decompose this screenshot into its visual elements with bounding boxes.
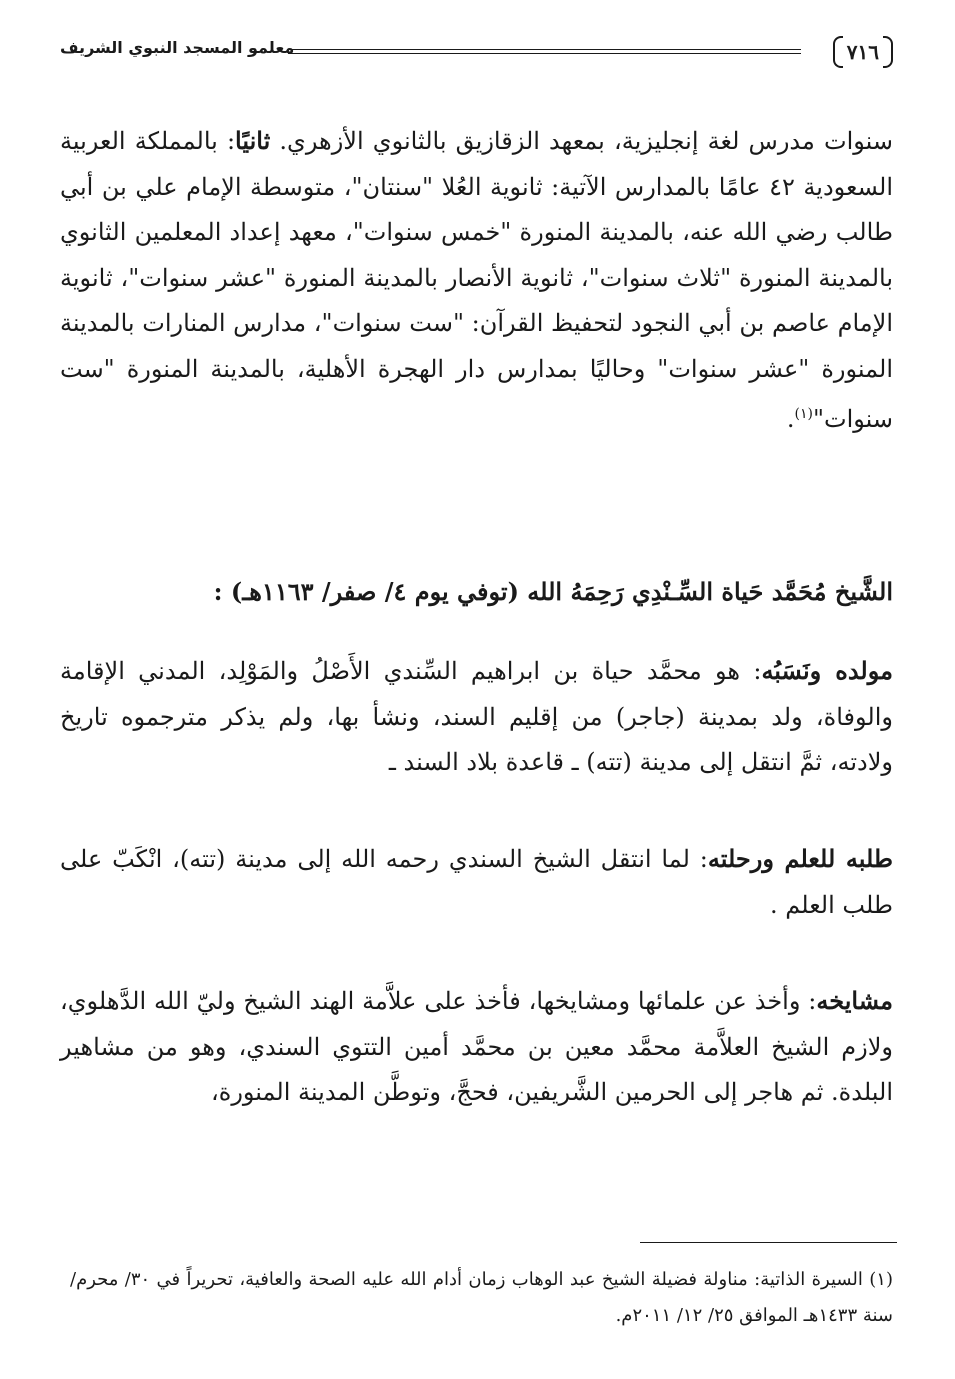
paragraph-career: [60, 118, 893, 443]
footnote-separator: [640, 1242, 897, 1243]
paragraph-birth: [60, 648, 893, 786]
running-title: معلمو المسجد النبوي الشريف: [60, 38, 295, 57]
paragraph-study: [60, 836, 893, 928]
paragraph-career-text-c: : بالمملكة العربية السعودية ٤٢ عامًا بالمدارس الآتية: ثانوية العُلا "سنتان"، متوسطة الإمام علي بن أبي طالب رضي الله عنه، بالمدينة المنورة "خمس سنوات"، معهد إعداد المعلمين الثانوي بالمدينة المنورة "ثلاث سنوات"، ثانوية الأنصار بالمدينة المنورة "عشر سنوات"، ثانوية الإمام عاصم بن أبي النجود لتحفيظ القرآن: "ست سنوات"، مدارس المنارات بالمدينة المنورة "عشر سنوات" وحاليًا بمدارس دار الهجرة الأهلية، بالمدينة المنورة "ست سنوات": [60, 127, 893, 433]
paragraph-career-text-a: سنوات مدرس لغة إنجليزية، بمعهد الزقازيق بالثانوي الأزهري.: [270, 127, 893, 155]
paragraph-study-text: : لما انتقل الشيخ السندي رحمه الله إلى مدينة (تته)، انْكَبّ على طلب العلم .: [60, 845, 893, 919]
footnote-reference: (١): [794, 406, 813, 422]
paragraph-teachers: [60, 978, 893, 1116]
paragraph-study-lead: طلبه للعلم ورحلته: [707, 844, 893, 873]
paragraph-career-end: .: [786, 405, 795, 433]
page-header: [60, 32, 893, 76]
paragraph-birth-text: : هو محمَّد حياة بن ابراهيم السِّندي الأَصْلُ والمَوْلِد، المدني الإقامة والوفاة، ولد بمدينة (جاجر) من إقليم السند، ونشأ بها، ولم يذكر مترجموه تاريخ ولادته، ثمَّ انتقل إلى مدينة (تته) ـ قاعدة بلاد السند ـ: [60, 657, 893, 776]
paragraph-birth-lead: مولده ونَسَبُه: [761, 656, 893, 685]
paragraph-teachers-lead: مشايخه: [816, 986, 893, 1015]
paragraph-teachers-text: : وأخذ عن علمائها ومشايخها، فأخذ على علاَّمة الهند الشيخ وليّ الله الدَّهلوي، ولازم الشيخ العلاَّمة محمَّد معين بن محمَّد أمين التتوي السندي، وهو من مشاهير البلدة. ثم هاجر إلى الحرمين الشَّريفين، فحجَّ، وتوطَّن المدينة المنورة،: [60, 987, 893, 1106]
header-rule: [288, 49, 801, 54]
footnote: (١) السيرة الذاتية: مناولة فضيلة الشيخ عبد الوهاب زمان أدام الله عليه الصحة والعافية، تحريراً في ٣٠/ محرم/ سنة ١٤٣٣هـ الموافق ٢٥/ ١٢/ ٢٠١١م.: [70, 1269, 893, 1326]
page-number: ٧١٦: [833, 32, 893, 72]
secondly-label: ثانيًا: [235, 126, 271, 155]
section-heading: الشَّيخ مُحَمَّد حَياة السِّـنْدِي رَحِمَهُ الله (توفي يوم ٤/ صفر/ ١١٦٣هـ) :: [213, 577, 893, 606]
